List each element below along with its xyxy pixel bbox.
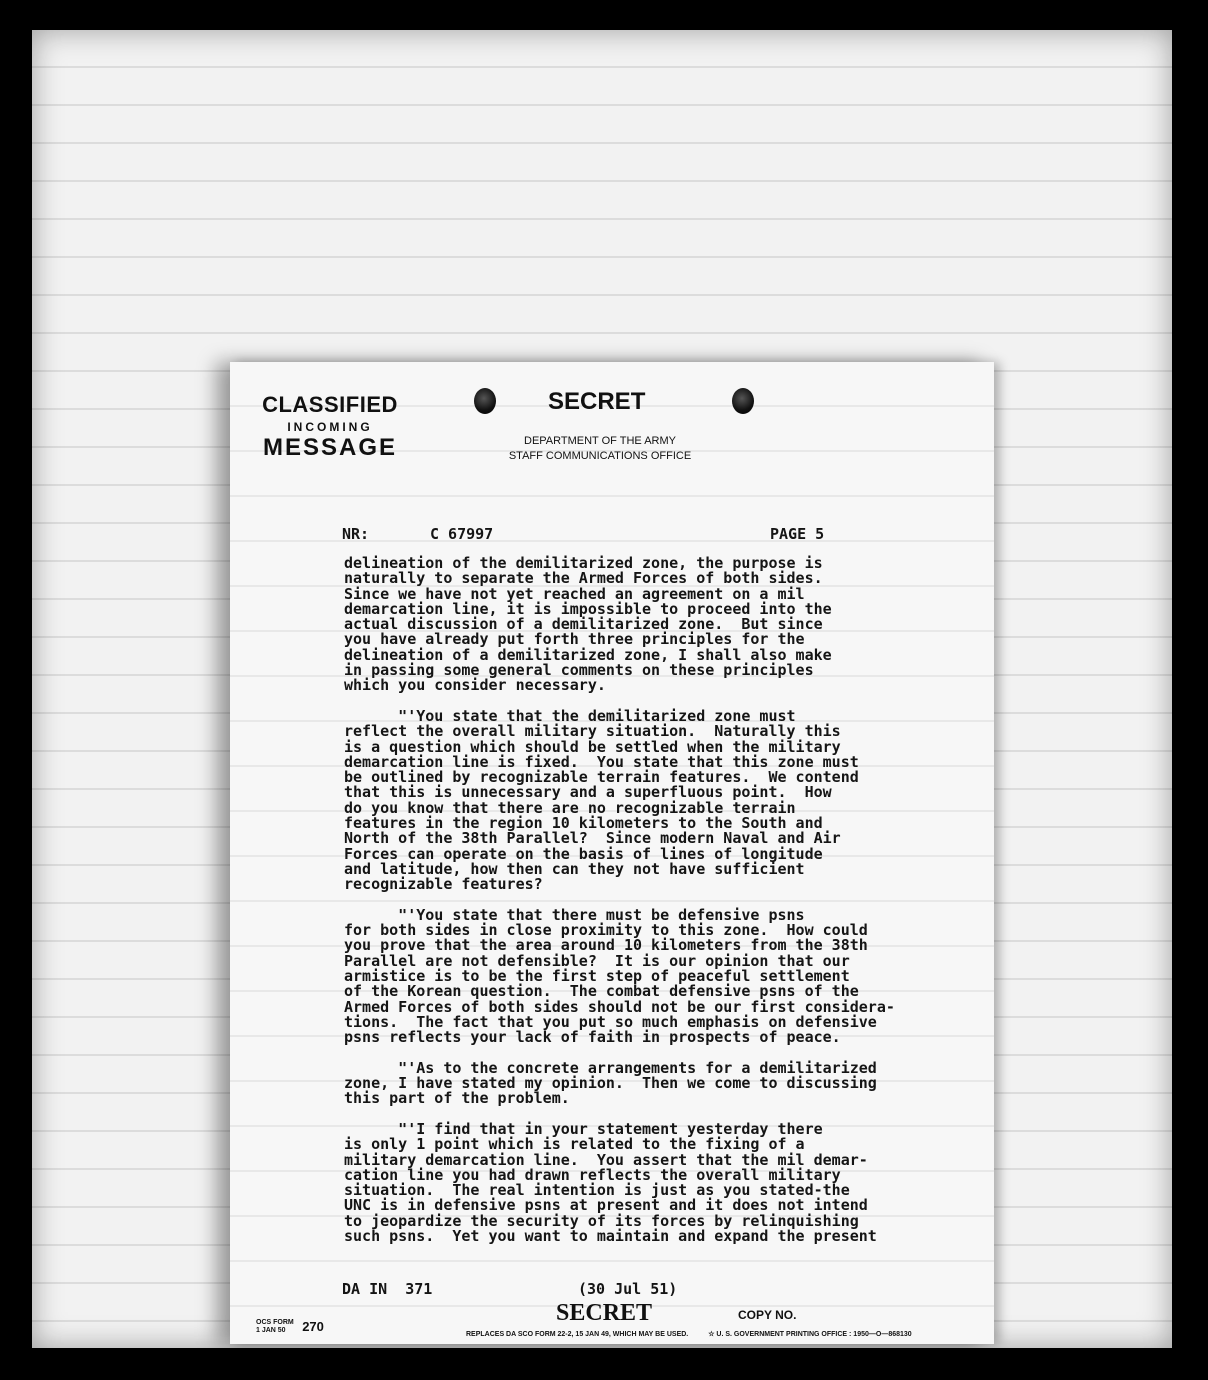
da-in-number: DA IN 371 xyxy=(342,1280,433,1298)
nr-label: NR: xyxy=(342,525,370,543)
secret-header: SECRET xyxy=(548,388,646,415)
message-label: MESSAGE xyxy=(262,434,398,461)
replaces-text: REPLACES DA SCO FORM 22-2, 15 JAN 49, WHICH MAY BE USED. xyxy=(466,1331,689,1338)
form-number: 270 xyxy=(302,1319,324,1335)
form-line-1: OCS FORM xyxy=(256,1318,294,1326)
office-name: STAFF COMMUNICATIONS OFFICE xyxy=(508,450,692,462)
form-line-2: 1 JAN 50 xyxy=(256,1326,286,1334)
punch-hole-right xyxy=(732,388,754,414)
classified-label: CLASSIFIED xyxy=(262,392,398,417)
message-body: delineation of the demilitarized zone, the purpose is naturally to separate the Armed Forces of both sides. Since we have not yet reached an agreement on a mil demarcation line, it is impossible to proceed into the actual discussion of a demilitarized zone. But since you have already put forth three principles for the delineation of a demilitarized zone, I shall also make in passing some general comments on these principles which you consider necessary. "'You state that the demilitarized zone must reflect the overall military situation. Naturally this is a question which should be settled when the military demarcation line is fixed. You state that this zone must be outlined by recognizable terrain features. We contend that this is unnecessary and a superfluous point. How do you know that there are no recognizable terrain features in the region 10 kilometers to the South and North of the 38th Parallel? Since modern Naval and Air Forces can operate on the basis of lines of longitude and latitude, how then can they not have sufficient recognizable features? "'You state that there must be defensive psns for both sides in close proximity to this zone. How could you prove that the area around 10 kilometers from the 38th Parallel are not defensible? It is our opinion that our armistice is to be the first step of peaceful settlement of the Korean question. The combat defensive psns of the Armed Forces of both sides should not be our first considera- tions. The fact that you put so much emphasis on defensive psns reflects your lack of faith in prospects of peace. "'As to the concrete arrangements for a demilitarized zone, I have stated my opinion. Then we come to discussing this part of the problem. "'I find that in your statement yesterday there is only 1 point which is related to the fixing of a military demarcation line. You assert that the mil demar- cation line you had drawn reflects the overall military situation. The real intention is just as you stated-the UNC is in defensive psns at present and it does not intend to jeopardize the security of its forces by relinquishing such psns. Yet you want to maintain and expand the present xyxy=(344,554,895,1246)
secret-footer: SECRET xyxy=(556,1300,653,1326)
form-id-label xyxy=(256,1319,294,1335)
classified-block xyxy=(250,392,410,462)
replaces-note xyxy=(466,1330,912,1338)
copy-number-label: COPY NO. xyxy=(738,1308,797,1322)
incoming-label: INCOMING xyxy=(287,420,373,434)
gpo-text: ☆ U. S. GOVERNMENT PRINTING OFFICE : 1950—O—868130 xyxy=(708,1331,912,1338)
department-name: DEPARTMENT OF THE ARMY xyxy=(524,435,676,447)
form-id xyxy=(256,1318,324,1336)
page-number: PAGE 5 xyxy=(770,525,825,543)
department-block xyxy=(500,434,700,464)
message-page xyxy=(230,362,994,1344)
nr-value: C 67997 xyxy=(430,525,494,543)
punch-hole-left xyxy=(474,388,496,414)
message-date: (30 Jul 51) xyxy=(578,1280,678,1298)
